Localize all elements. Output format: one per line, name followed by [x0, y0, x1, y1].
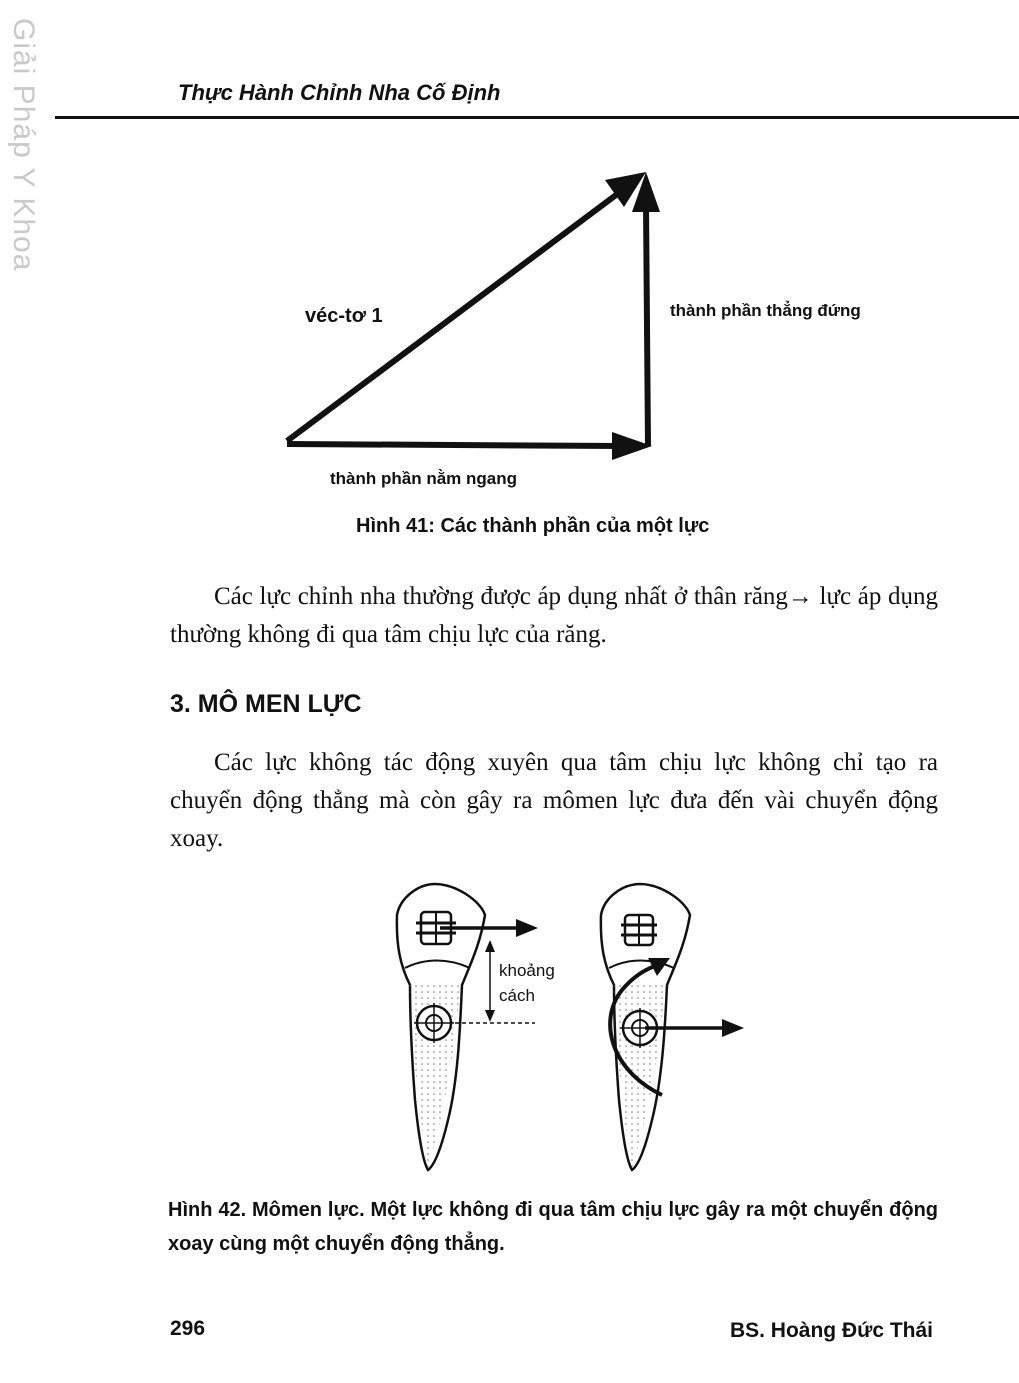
bracket-icon — [621, 915, 657, 945]
vector-1-label: véc-tơ 1 — [305, 305, 383, 327]
watermark: Giải Pháp Y Khoa — [7, 18, 40, 272]
author-name: BS. Hoàng Đức Thái — [729, 1319, 933, 1342]
paragraph-2: Các lực không tác động xuyên qua tâm chịu lực không chỉ tạo ra chuyển động thẳng mà còn gây ra mômen lực đưa đến vài chuyển động xoay. — [170, 749, 938, 852]
figure-41-force-components — [0, 0, 1019, 510]
horizontal-component-label: thành phần nằm ngang — [330, 469, 517, 488]
figure-41-caption: Hình 41: Các thành phần của một lực — [356, 515, 710, 537]
vertical-component-label: thành phần thẳng đứng — [670, 301, 861, 320]
distance-label-line1: khoảng — [499, 961, 555, 980]
running-head: Thực Hành Chỉnh Nha Cố Định — [178, 80, 501, 105]
vertical-component-arrow — [632, 172, 660, 446]
horizontal-component-arrow — [287, 432, 652, 460]
distance-label-line2: cách — [499, 986, 535, 1005]
figure-42-caption: Hình 42. Mômen lực. Một lực không đi qua tâm chịu lực gây ra một chuyển động xoay cùng một chuyển động thẳng. — [168, 1199, 938, 1255]
page-number: 296 — [170, 1317, 206, 1340]
section-title: 3. MÔ MEN LỰC — [170, 690, 362, 718]
paragraph-1: Các lực chỉnh nha thường được áp dụng nhất ở thân răng→ lực áp dụng thường không đi qua tâm chịu lực của răng. — [170, 583, 938, 648]
figure-42-moment-of-force — [0, 870, 1019, 1190]
